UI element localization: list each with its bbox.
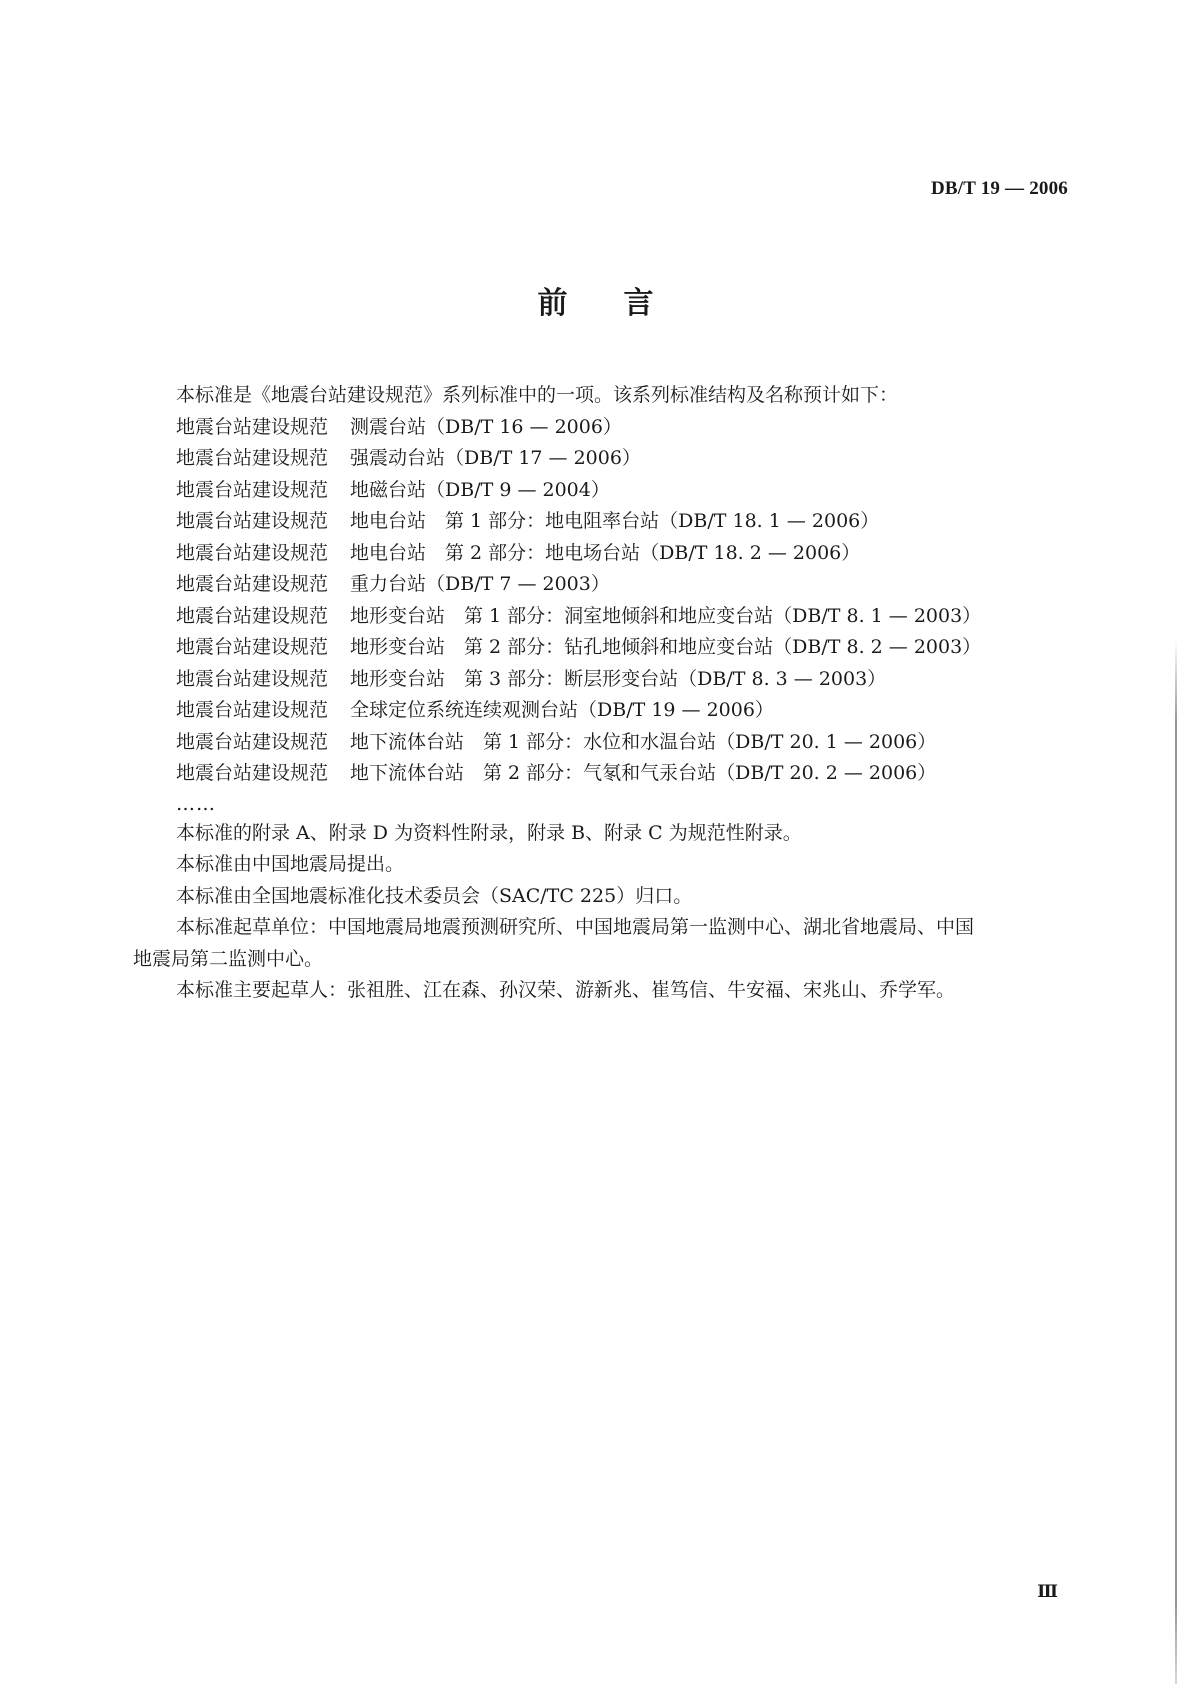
series-item-name: 重力台站（DB/T 7 — 2003） <box>350 573 610 595</box>
centralized-paragraph: 本标准由全国地震标准化技术委员会（SAC/TC 225）归口。 <box>176 884 693 907</box>
series-item <box>176 632 1066 664</box>
series-item <box>176 506 1066 538</box>
proposed-paragraph: 本标准由中国地震局提出。 <box>176 853 405 875</box>
series-item-prefix: 地震台站建设规范 <box>176 604 329 627</box>
series-item <box>176 569 1066 601</box>
series-item-name: 地形变台站 第 3 部分：断层形变台站（DB/T 8. 3 — 2003） <box>350 667 887 690</box>
series-item-prefix: 地震台站建设规范 <box>176 636 329 658</box>
series-item-prefix: 地震台站建设规范 <box>176 730 329 753</box>
series-item-name: 全球定位系统连续观测台站（DB/T 19 — 2006） <box>350 699 774 721</box>
series-item <box>176 664 1066 696</box>
series-item-prefix: 地震台站建设规范 <box>176 478 329 501</box>
standard-code: DB/T 19 — 2006 <box>930 178 1068 199</box>
series-item-name: 地电台站 第 2 部分：地电场台站（DB/T 18. 2 — 2006） <box>350 541 861 564</box>
series-item-prefix: 地震台站建设规范 <box>176 415 329 438</box>
series-item-name: 强震动台站（DB/T 17 — 2006） <box>350 447 641 469</box>
series-item <box>176 475 1066 507</box>
intro-paragraph: 本标准是《地震台站建设规范》系列标准中的一项。该系列标准结构及名称预计如下： <box>176 384 899 406</box>
series-item-prefix: 地震台站建设规范 <box>176 573 329 595</box>
series-item-name: 地下流体台站 第 1 部分：水位和水温台站（DB/T 20. 1 — 2006） <box>350 730 937 753</box>
drafting-units-line-1: 本标准起草单位：中国地震局地震预测研究所、中国地震局第一监测中心、湖北省地震局、中国 <box>176 916 975 938</box>
series-item-name: 地下流体台站 第 2 部分：气氡和气汞台站（DB/T 20. 2 — 2006） <box>350 762 937 784</box>
series-item-prefix: 地震台站建设规范 <box>176 699 329 721</box>
ellipsis: …… <box>176 792 216 815</box>
series-item-prefix: 地震台站建设规范 <box>176 541 329 564</box>
series-item <box>176 443 1066 475</box>
series-item-prefix: 地震台站建设规范 <box>176 667 329 690</box>
drafters-paragraph: 本标准主要起草人：张祖胜、江在森、孙汉荣、游新兆、崔笃信、牛安福、宋兆山、乔学军。 <box>176 979 956 1001</box>
series-item-name: 地电台站 第 1 部分：地电阻率台站（DB/T 18. 1 — 2006） <box>350 510 880 532</box>
series-item-name: 地形变台站 第 2 部分：钻孔地倾斜和地应变台站（DB/T 8. 2 — 2003） <box>350 636 982 658</box>
series-item-name: 地磁台站（DB/T 9 — 2004） <box>350 478 610 501</box>
drafting-units-line-2: 地震局第二监测中心。 <box>133 947 324 970</box>
series-item <box>176 758 1066 790</box>
series-item <box>176 601 1066 633</box>
scan-edge-line <box>1175 640 1177 1684</box>
series-item <box>176 727 1066 759</box>
series-item <box>176 695 1066 727</box>
series-item-prefix: 地震台站建设规范 <box>176 447 329 469</box>
series-item-prefix: 地震台站建设规范 <box>176 510 329 532</box>
series-item-prefix: 地震台站建设规范 <box>176 762 329 784</box>
page-number: Ⅲ <box>1037 1582 1058 1601</box>
appendix-paragraph: 本标准的附录 A、附录 D 为资料性附录，附录 B、附录 C 为规范性附录。 <box>176 821 802 844</box>
foreword-body <box>133 380 1066 1007</box>
series-item <box>176 538 1066 570</box>
series-item-name: 测震台站（DB/T 16 — 2006） <box>350 415 622 438</box>
series-item <box>176 412 1066 444</box>
page-title: 前言 <box>537 286 710 321</box>
series-item-name: 地形变台站 第 1 部分：洞室地倾斜和地应变台站（DB/T 8. 1 — 2003） <box>350 604 982 627</box>
